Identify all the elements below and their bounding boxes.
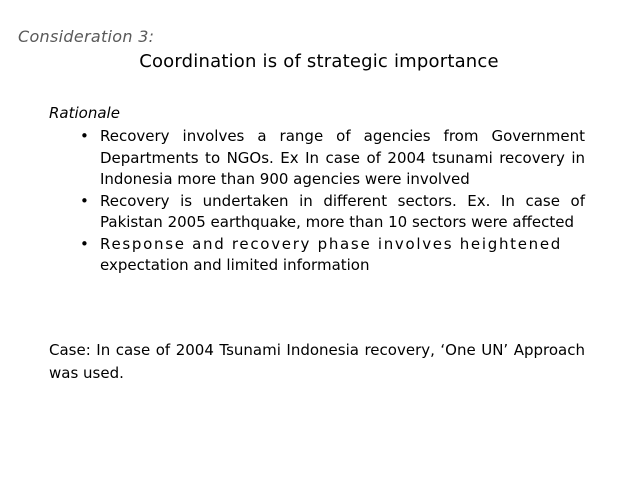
rationale-heading: Rationale: [49, 104, 120, 122]
bullet-item-agencies: [80, 126, 585, 191]
bullet-item-expectation: [80, 234, 585, 277]
bullet-marker: •: [80, 191, 89, 210]
bullet-text: Recovery involves a range of agencies from Government Departments to NGOs. Ex In case of 2004 tsunami recovery in Indonesia more than 900 agencies were involved: [100, 127, 585, 188]
rationale-bullet-list: [80, 126, 585, 277]
bullet-text: Recovery is undertaken in different sectors. Ex. In case of Pakistan 2005 earthquake, more than 10 sectors were affected: [100, 191, 585, 231]
bullet-item-sectors: [80, 191, 585, 234]
bullet-text: Response and recovery phase involves heightened: [100, 234, 563, 253]
bullet-text-continued: expectation and limited information: [100, 256, 370, 274]
bullet-marker: •: [80, 127, 89, 145]
case-note: Case: In case of 2004 Tsunami Indonesia recovery, ‘One UN’ Approach was used.: [49, 341, 585, 382]
bullet-marker: •: [80, 234, 91, 253]
consideration-label: Consideration 3:: [18, 27, 155, 46]
slide-title: Coordination is of strategic importance: [139, 51, 499, 72]
